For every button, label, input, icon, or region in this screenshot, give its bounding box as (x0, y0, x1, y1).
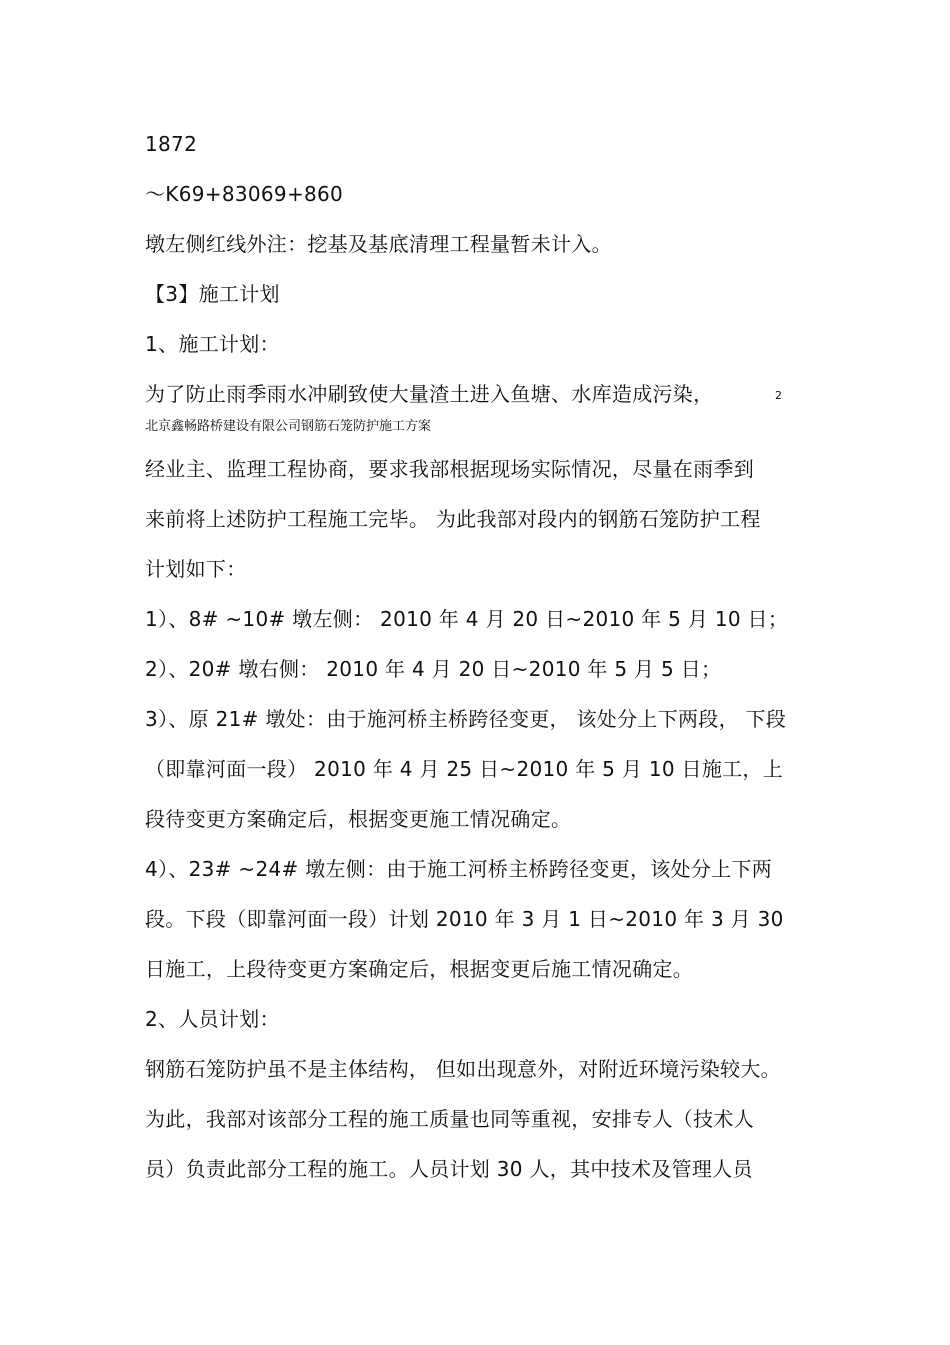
text-line: 员）负责此部分工程的施工。人员计划 30 人，其中技术及管理人员 (145, 1157, 753, 1181)
text-line: 1872 (145, 132, 198, 156)
subsection-heading: 2、人员计划： (145, 1007, 280, 1031)
text-line: 日施工，上段待变更方案确定后，根据变更后施工情况确定。 (145, 957, 694, 981)
text-line: 经业主、监理工程协商，要求我部根据现场实际情况，尽量在雨季到 (145, 457, 754, 481)
text-line: 墩左侧红线外注：挖基及基底清理工程量暂未计入。 (145, 232, 612, 256)
text-line: 段待变更方案确定后，根据变更施工情况确定。 (145, 807, 572, 831)
text-line: 4）、23# ~24# 墩左侧：由于施工河桥主桥跨径变更，该处分上下两 (145, 857, 773, 881)
text-line: （即靠河面一段） 2010 年 4 月 25 日~2010 年 5 月 10 日施工，上 (145, 757, 784, 781)
text-line: 段。下段（即靠河面一段）计划 2010 年 3 月 1 日~2010 年 3 月 30 (145, 907, 784, 931)
text-line: ～K69+83069+860 (145, 182, 344, 206)
subsection-heading: 1、施工计划： (145, 332, 280, 356)
running-header: 北京鑫畅路桥建设有限公司钢筋石笼防护施工方案 (145, 419, 432, 434)
text-line: 3）、原 21# 墩处：由于施河桥主桥跨径变更， 该处分上下两段， 下段 (145, 707, 787, 731)
page-number: 2 (775, 389, 782, 402)
section-heading: 【3】施工计划 (145, 282, 280, 306)
text-line: 为此，我部对该部分工程的施工质量也同等重视，安排专人（技术人 (145, 1107, 754, 1131)
text-line: 2）、20# 墩右侧： 2010 年 4 月 20 日~2010 年 5 月 5 日； (145, 657, 722, 681)
text-line: 来前将上述防护工程施工完毕。 为此我部对段内的钢筋石笼防护工程 (145, 507, 761, 531)
text-line: 1）、8# ~10# 墩左侧： 2010 年 4 月 20 日~2010 年 5 月 10 日； (145, 607, 789, 631)
text-line: 钢筋石笼防护虽不是主体结构， 但如出现意外，对附近环境污染较大。 (145, 1057, 781, 1081)
text-line: 为了防止雨季雨水冲刷致使大量渣土进入鱼塘、水库造成污染， (145, 382, 714, 406)
text-line: 计划如下： (145, 557, 247, 581)
